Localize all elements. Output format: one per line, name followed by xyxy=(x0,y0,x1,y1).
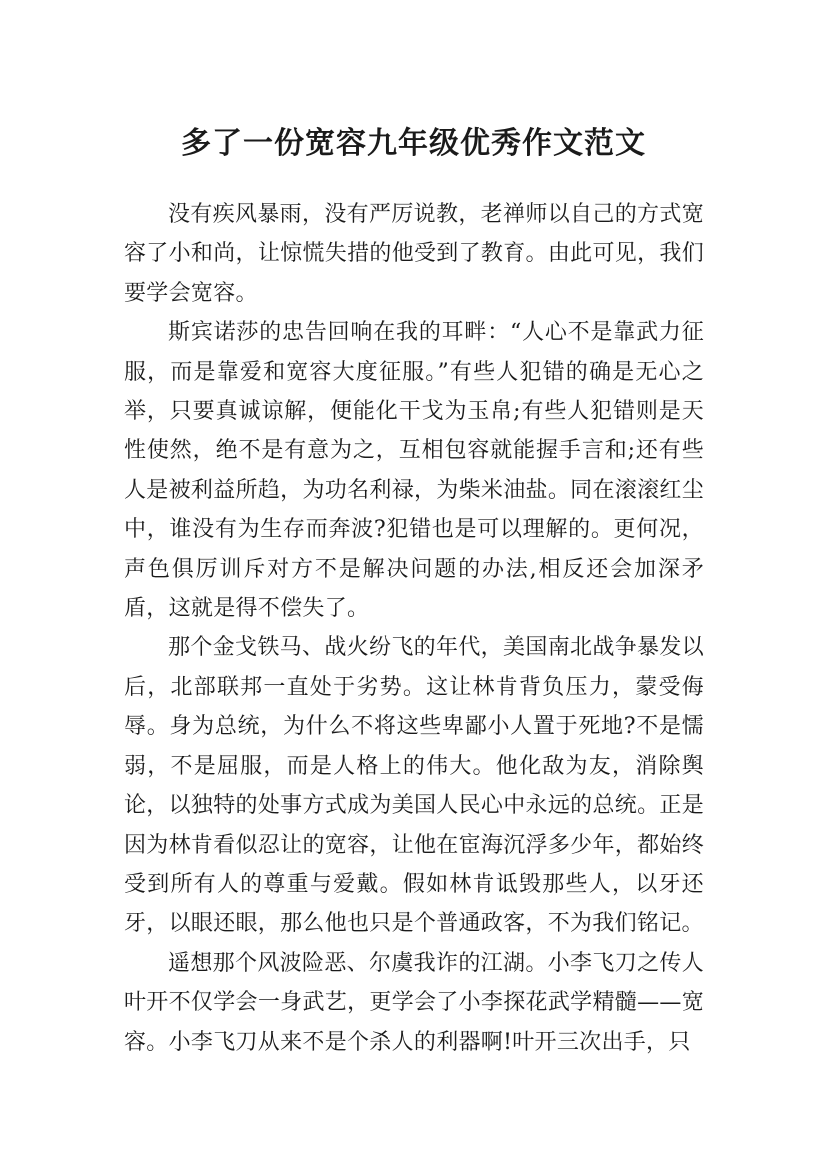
document-body xyxy=(124,195,704,1062)
paragraph-4: 遥想那个风波险恶、尔虞我诈的江湖。小李飞刀之传人叶开不仅学会一身武艺，更学会了小李探花武学精髓——宽容。小李飞刀从来不是个杀人的利器啊!叶开三次出手，只 xyxy=(124,950,704,1055)
document-title: 多了一份宽容九年级优秀作文范文 xyxy=(181,126,646,162)
paragraph-3: 那个金戈铁马、战火纷飞的年代，美国南北战争暴发以后，北部联邦一直处于劣势。这让林肯背负压力，蒙受侮辱。身为总统，为什么不将这些卑鄙小人置于死地?不是懦弱，不是屈服，而是人格上的伟大。他化敌为友，消除舆论，以独特的处事方式成为美国人民心中永远的总统。正是因为林肯看似忍让的宽容，让他在宦海沉浮多少年，都始终受到所有人的尊重与爱戴。假如林肯诋毁那些人，以牙还牙，以眼还眼，那么他也只是个普通政客，不为我们铭记。 xyxy=(124,635,704,937)
paragraph-2: 斯宾诺莎的忠告回响在我的耳畔：“人心不是靠武力征服，而是靠爱和宽容大度征服。”有些人犯错的确是无心之举，只要真诚谅解，便能化干戈为玉帛;有些人犯错则是天性使然，绝不是有意为之，互相包容就能握手言和;还有些人是被利益所趋，为功名利禄，为柴米油盐。同在滚滚红尘中，谁没有为生存而奔波?犯错也是可以理解的。更何况，声色俱厉训斥对方不是解决问题的办法,相反还会加深矛盾，这就是得不偿失了。 xyxy=(124,320,704,622)
paragraph-1: 没有疾风暴雨，没有严厉说教，老禅师以自己的方式宽容了小和尚，让惊慌失措的他受到了教育。由此可见，我们要学会宽容。 xyxy=(124,202,704,306)
